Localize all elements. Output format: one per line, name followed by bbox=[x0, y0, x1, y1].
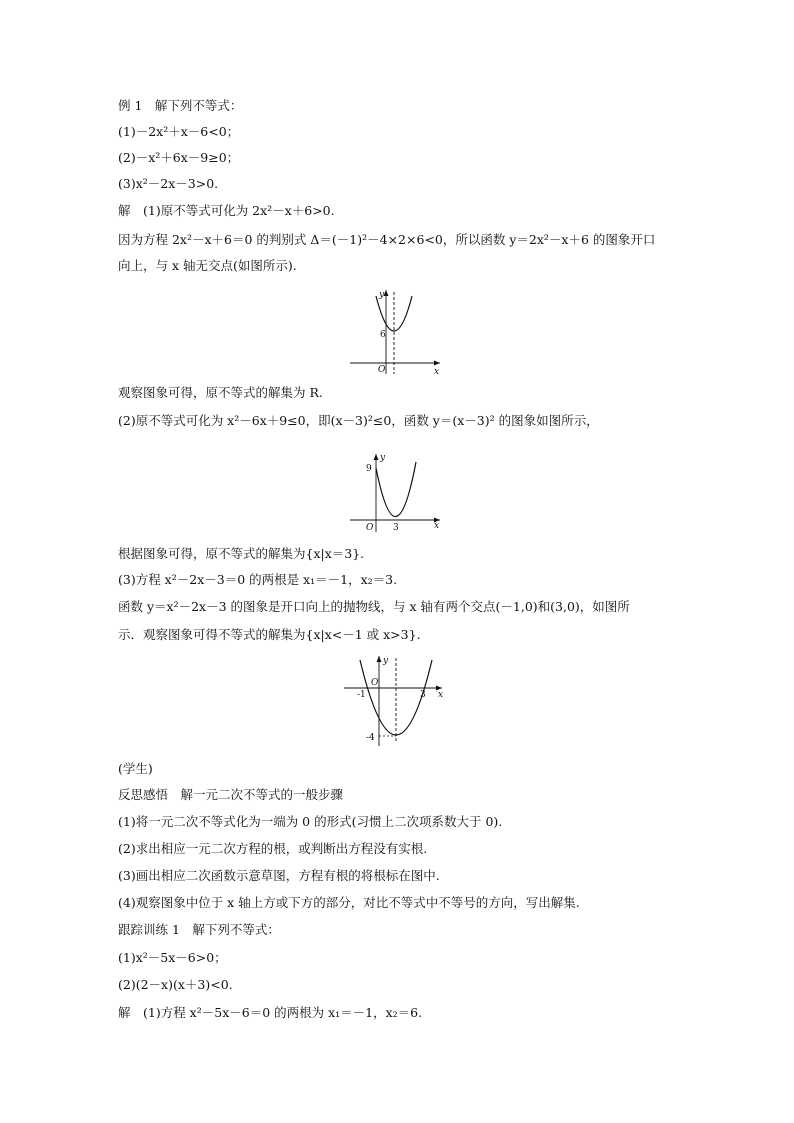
x-axis-label: x bbox=[434, 521, 440, 531]
problem-3: (3)x²－2x－3>0. bbox=[118, 176, 219, 191]
right-root-label: 3 bbox=[420, 690, 426, 700]
solution-2-result: 根据图象可得，原不等式的解集为{x|x＝3}. bbox=[118, 546, 365, 561]
solution-3-roots: (3)方程 x²－2x－3＝0 的两根是 x₁＝－1，x₂＝3. bbox=[118, 572, 398, 587]
minimum-label: -4 bbox=[366, 733, 375, 743]
graph-parabola-double-root bbox=[348, 448, 446, 536]
y-axis-label: y bbox=[380, 453, 386, 463]
step-2: (2)求出相应一元二次方程的根，或判断出方程没有实根. bbox=[118, 841, 428, 856]
student-marker: (学生) bbox=[118, 761, 153, 776]
practice-problem-1: (1)x²－5x－6>0； bbox=[118, 950, 227, 965]
origin-label: O bbox=[366, 523, 374, 533]
y-axis-arrow bbox=[384, 290, 389, 296]
solution-3-description: 函数 y＝x²－2x－3 的图象是开口向上的抛物线，与 x 轴有两个交点(－1,0)和(3,0)，如图所 bbox=[118, 599, 630, 614]
origin-label: O bbox=[371, 678, 379, 688]
solution-1-continued: 向上，与 x 轴无交点(如图所示). bbox=[118, 258, 297, 273]
y-intercept-label: 9 bbox=[366, 464, 372, 474]
solution-1-result: 观察图象可得，原不等式的解集为 R. bbox=[118, 385, 323, 400]
solution-2-intro: (2)原不等式可化为 x²－6x＋9≤0，即(x－3)²≤0，函数 y＝(x－3)² 的图象如图所示， bbox=[118, 413, 599, 428]
practice-heading: 跟踪训练 1 解下列不等式： bbox=[118, 922, 280, 937]
solution-1-intro: 解 (1)原不等式可化为 2x²－x＋6>0. bbox=[118, 203, 335, 218]
x-axis-label: x bbox=[438, 690, 444, 700]
graph-parabola-no-roots bbox=[348, 286, 446, 376]
step-3: (3)画出相应二次函数示意草图，方程有根的将根标在图中. bbox=[118, 868, 440, 883]
practice-problem-2: (2)(2－x)(x＋3)<0. bbox=[118, 977, 233, 992]
root-label: 3 bbox=[393, 523, 399, 533]
solution-3-result: 示．观察图象可得不等式的解集为{x|x<－1 或 x>3}. bbox=[118, 627, 421, 642]
reflection-heading: 反思感悟 解一元二次不等式的一般步骤 bbox=[118, 787, 344, 802]
origin-label: O bbox=[378, 365, 386, 375]
parabola-curve bbox=[376, 462, 416, 517]
step-1: (1)将一元二次不等式化为一端为 0 的形式(习惯上二次项系数大于 0). bbox=[118, 814, 503, 829]
graph-parabola-two-roots bbox=[340, 652, 448, 748]
y-intercept-label: 6 bbox=[380, 330, 386, 340]
example-heading: 例 1 解下列不等式： bbox=[118, 98, 243, 113]
problem-1: (1)－2x²＋x－6<0； bbox=[118, 124, 240, 139]
y-axis-arrow bbox=[374, 454, 379, 460]
y-axis-label: y bbox=[379, 290, 385, 300]
problem-2: (2)－x²＋6x－9≥0； bbox=[118, 150, 240, 165]
left-root-label: -1 bbox=[357, 690, 366, 700]
solution-1-discriminant: 因为方程 2x²－x＋6＝0 的判别式 Δ＝(－1)²－4×2×6<0，所以函数 y＝2x²－x＋6 的图象开口 bbox=[118, 232, 656, 247]
practice-solution-1: 解 (1)方程 x²－5x－6＝0 的两根为 x₁＝－1，x₂＝6. bbox=[118, 1005, 423, 1020]
y-axis-arrow bbox=[377, 656, 382, 662]
step-4: (4)观察图象中位于 x 轴上方或下方的部分，对比不等式中不等号的方向，写出解集. bbox=[118, 895, 580, 910]
y-axis-label: y bbox=[383, 656, 389, 666]
x-axis-label: x bbox=[434, 367, 440, 377]
x-axis-arrow bbox=[434, 361, 440, 366]
